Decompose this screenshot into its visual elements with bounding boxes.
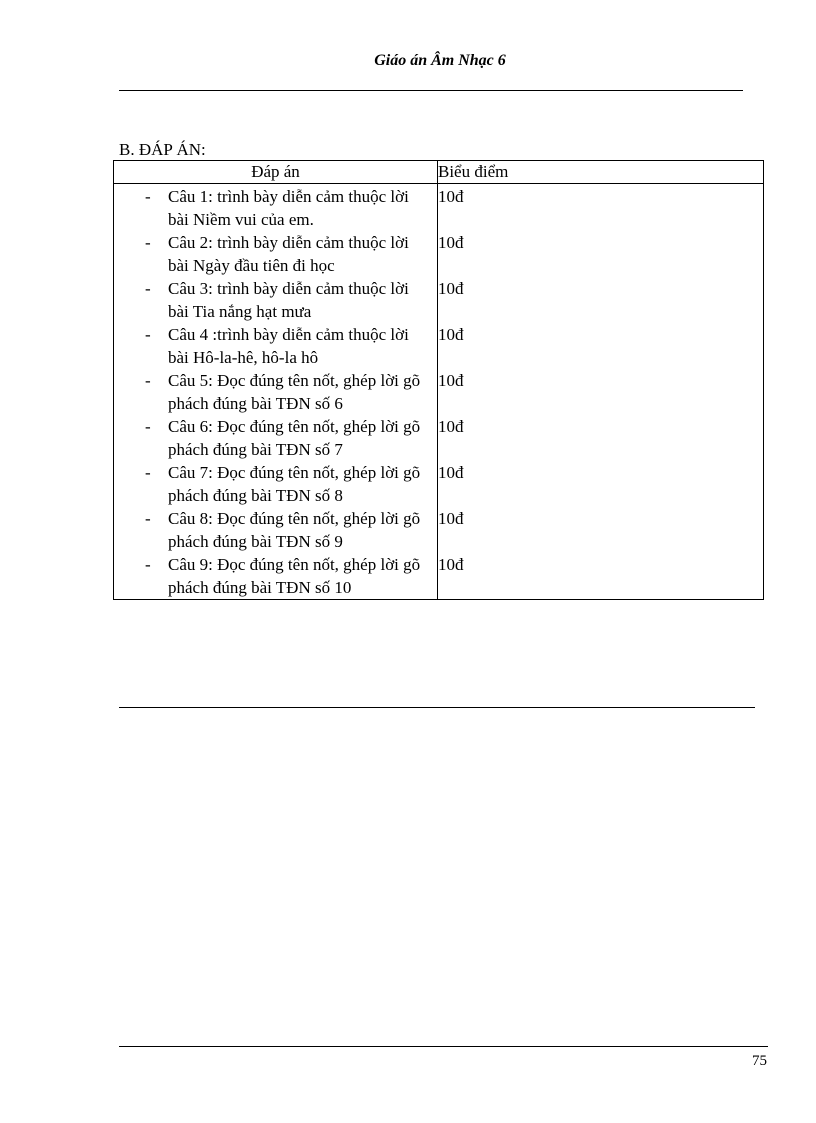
answer-item	[114, 231, 437, 277]
answer-item	[114, 507, 437, 553]
answer-text: Câu 9: Đọc đúng tên nốt, ghép lời gõ phách đúng bài TĐN số 10	[168, 555, 421, 597]
answer-text: Câu 4 :trình bày diễn cảm thuộc lời bài Hô-la-hê, hô-la hô	[168, 325, 409, 367]
score-value: 10đ	[438, 463, 464, 482]
header-rule	[119, 90, 743, 91]
score-value: 10đ	[438, 233, 464, 252]
table-body-row	[114, 184, 764, 600]
answer-table	[113, 160, 764, 600]
answer-item	[114, 185, 437, 231]
bullet-dash: -	[145, 187, 151, 206]
score-value: 10đ	[438, 279, 464, 298]
answer-text: Câu 5: Đọc đúng tên nốt, ghép lời gõ phách đúng bài TĐN số 6	[168, 371, 421, 413]
answer-text: Câu 7: Đọc đúng tên nốt, ghép lời gõ phách đúng bài TĐN số 8	[168, 463, 421, 505]
bullet-dash: -	[145, 417, 151, 436]
answer-item	[114, 369, 437, 415]
bullet-dash: -	[145, 233, 151, 252]
bullet-dash: -	[145, 463, 151, 482]
footer-rule	[119, 1046, 768, 1047]
bullet-dash: -	[145, 509, 151, 528]
answer-text: Câu 8: Đọc đúng tên nốt, ghép lời gõ phách đúng bài TĐN số 9	[168, 509, 421, 551]
table-header-row	[114, 161, 764, 184]
score-value: 10đ	[438, 555, 464, 574]
answer-text: Câu 1: trình bày diễn cảm thuộc lời bài Niềm vui của em.	[168, 187, 409, 229]
content-end-rule	[119, 707, 755, 708]
answer-item	[114, 553, 437, 599]
answer-item	[114, 323, 437, 369]
answer-item	[114, 415, 437, 461]
answer-column-header: Đáp án	[114, 161, 438, 184]
score-value: 10đ	[438, 509, 464, 528]
header-title: Giáo án Âm Nhạc 6	[374, 52, 506, 69]
bullet-dash: -	[145, 371, 151, 390]
score-value: 10đ	[438, 325, 464, 344]
score-column-header: Biểu điểm	[438, 161, 764, 184]
score-cell	[438, 184, 764, 600]
score-value: 10đ	[438, 371, 464, 390]
answer-text: Câu 3: trình bày diễn cảm thuộc lời bài Tia nắng hạt mưa	[168, 279, 409, 321]
answer-item	[114, 461, 437, 507]
page-number: 75	[752, 1053, 767, 1069]
answer-cell	[114, 184, 438, 600]
answer-text: Câu 2: trình bày diễn cảm thuộc lời bài Ngày đầu tiên đi học	[168, 233, 409, 275]
bullet-dash: -	[145, 555, 151, 574]
score-value: 10đ	[438, 417, 464, 436]
score-value: 10đ	[438, 187, 464, 206]
section-title: B. ĐÁP ÁN:	[119, 140, 206, 159]
bullet-dash: -	[145, 325, 151, 344]
answer-text: Câu 6: Đọc đúng tên nốt, ghép lời gõ phách đúng bài TĐN số 7	[168, 417, 421, 459]
bullet-dash: -	[145, 279, 151, 298]
answer-item	[114, 277, 437, 323]
